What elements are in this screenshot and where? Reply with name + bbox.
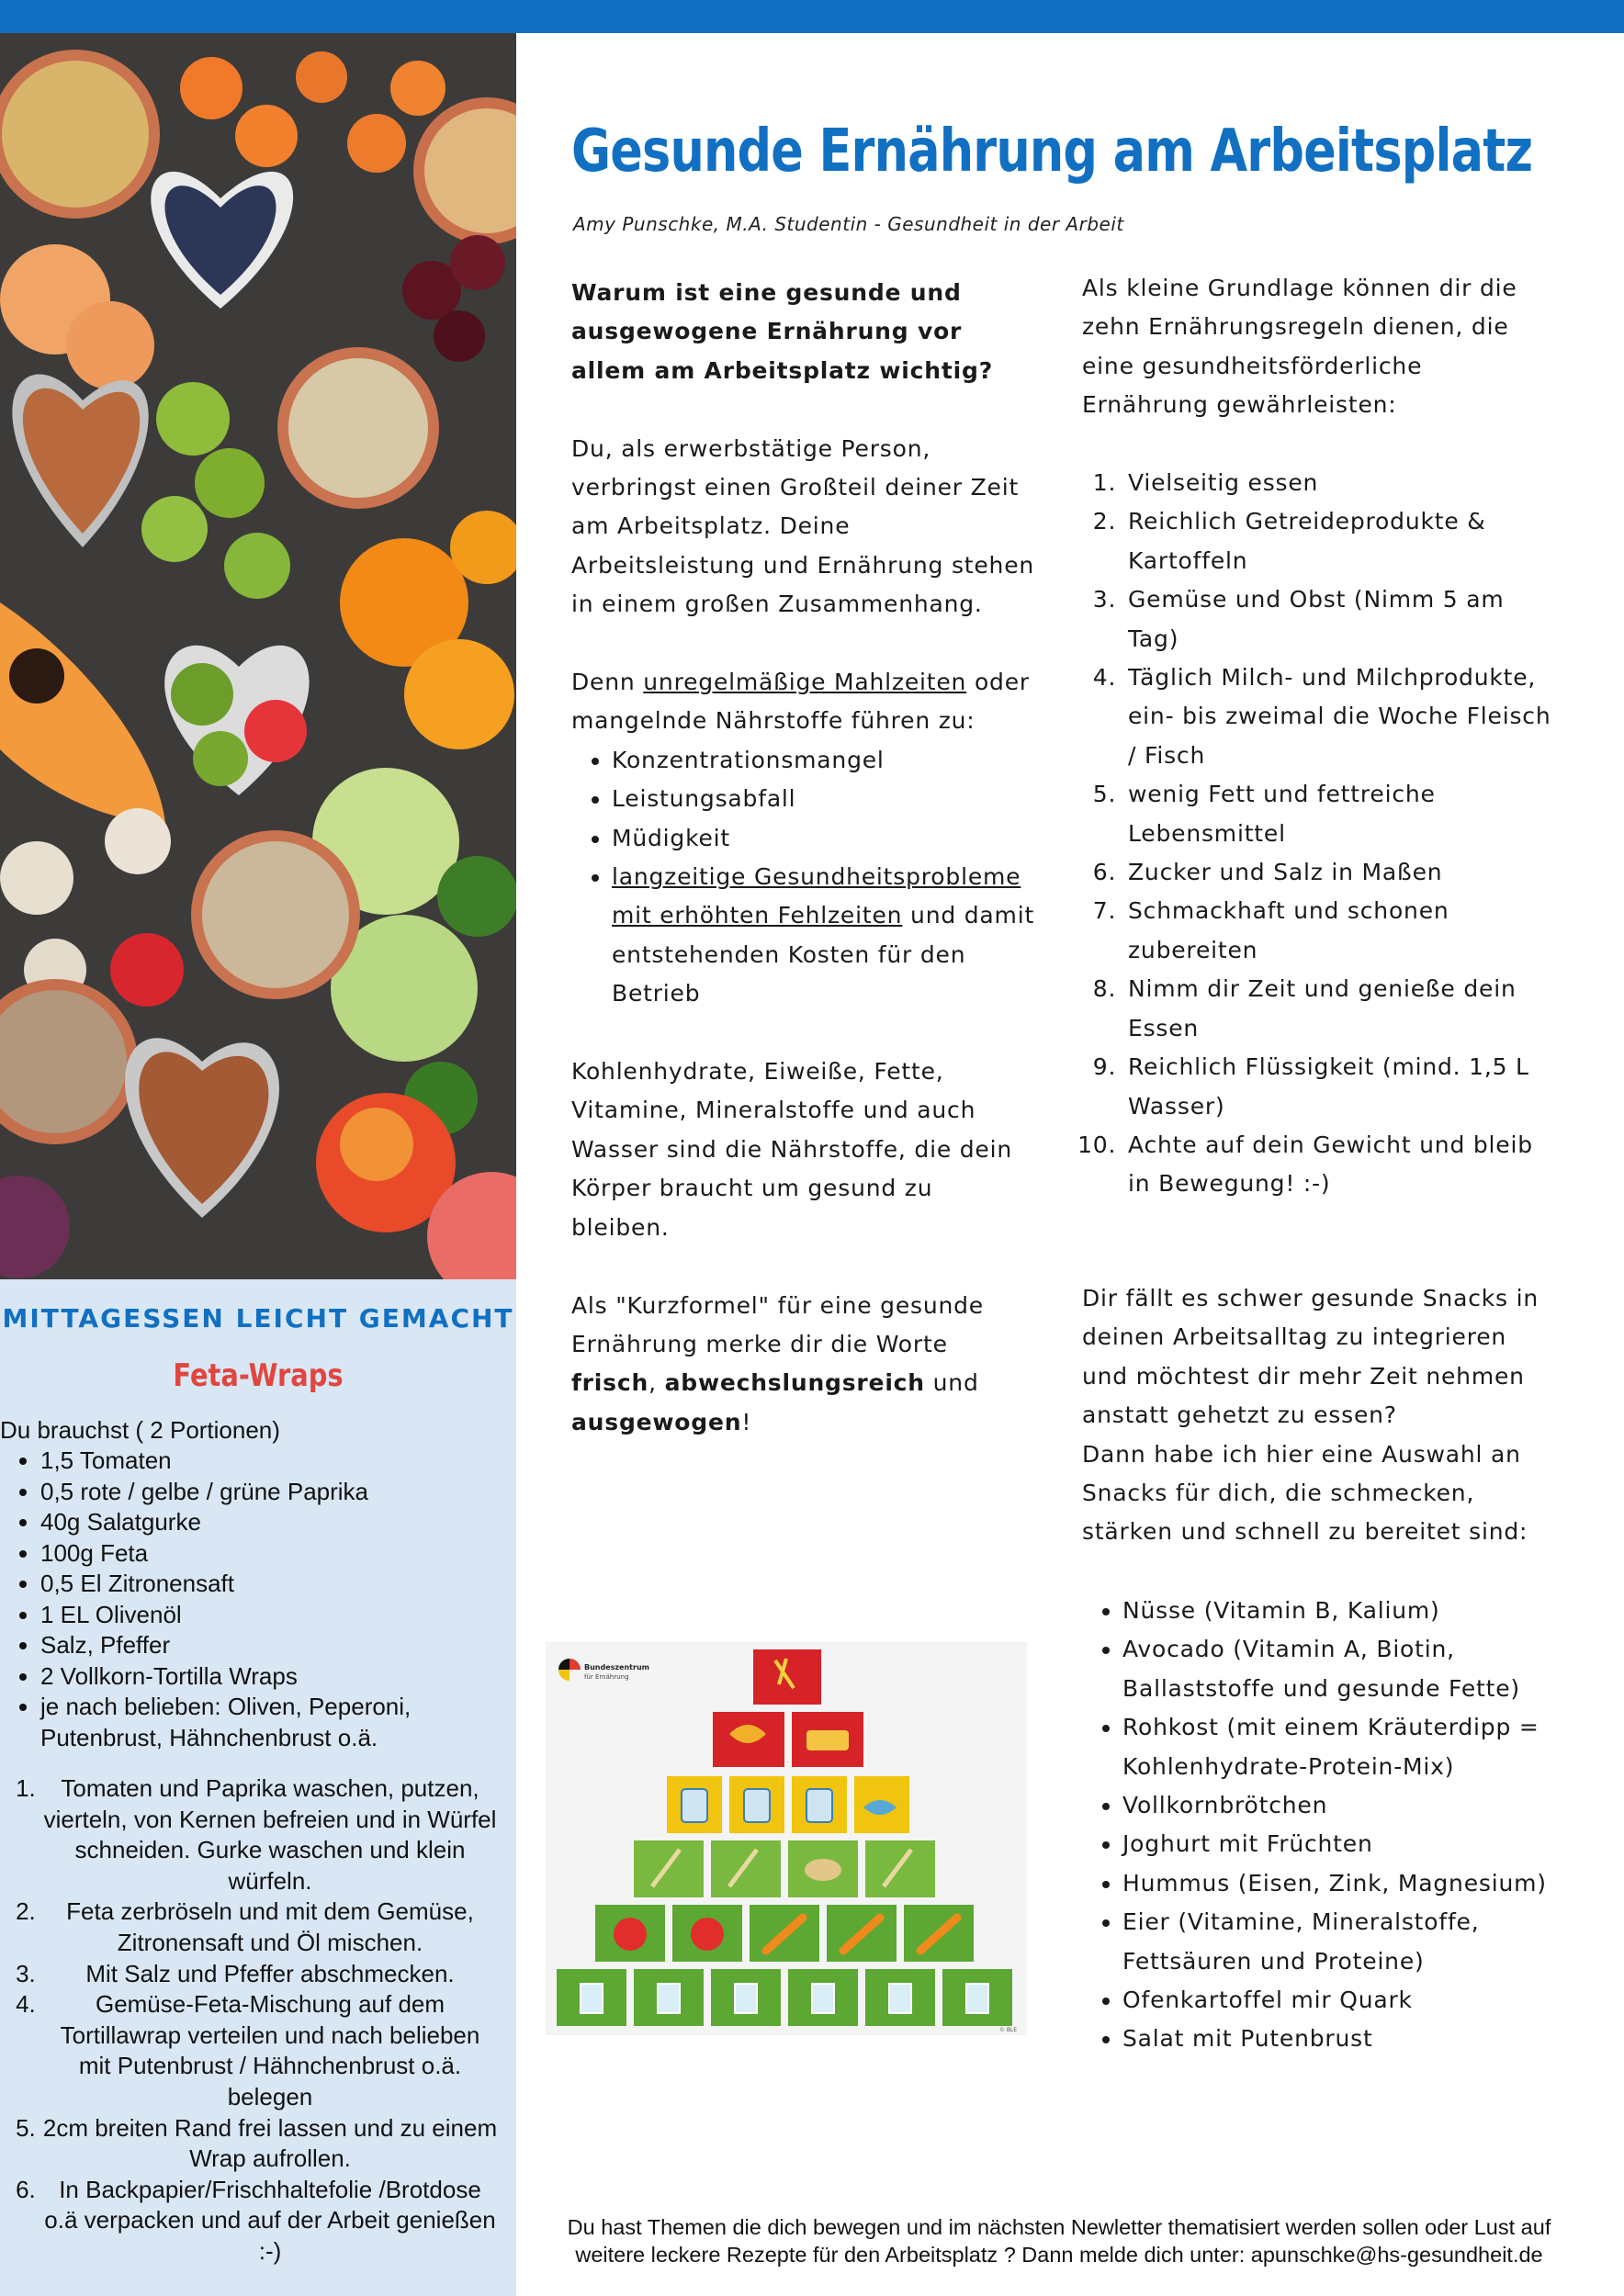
recipe-step: 3. Mit Salz und Pfeffer abschmecken. — [42, 1959, 516, 1990]
ingredient-item: • 100g Feta — [40, 1538, 516, 1570]
rules-column — [1082, 269, 1554, 1204]
consequence-item: • Konzentrationsmangel — [612, 741, 1038, 780]
ingredient-item: • 1,5 Tomaten — [40, 1446, 516, 1477]
snack-item: • Eier (Vitamine, Mineralstoffe, Fettsäuren und Proteine) — [1122, 1903, 1554, 1981]
intro-paragraph-4: Als "Kurzformel" für eine gesunde Ernährung merke dir die Worte frisch, abwechslungsreich und ausgewogen! — [571, 1291, 984, 1435]
rule-item: 6. Zucker und Salz in Maßen — [1124, 853, 1554, 892]
recipe-step: 5. 2cm breiten Rand frei lassen und zu einem Wrap aufrollen. — [42, 2113, 516, 2175]
intro-column — [571, 274, 1038, 1442]
rule-item: 7. Schmackhaft und schonen zubereiten — [1124, 892, 1554, 970]
rule-item: 3. Gemüse und Obst (Nimm 5 am Tag) — [1124, 580, 1554, 658]
footer-note: Du hast Themen die dich bewegen und im nächsten Newletter thematisiert werden sollen oder Lust auf weitere leckere Rezepte für den Arbeitsplatz ? Dann melde dich unter: apunschke@hs-gesundheit.de — [567, 2215, 1551, 2267]
ingredient-item: • je nach belieben: Oliven, Peperoni, Putenbrust, Hähnchenbrust o.ä. — [40, 1692, 516, 1753]
author-line: Amy Punschke, M.A. Studentin - Gesundheit in der Arbeit — [573, 213, 1124, 235]
ingredient-item: • 1 EL Olivenöl — [40, 1600, 516, 1631]
ingredient-item: • 0,5 El Zitronensaft — [40, 1569, 516, 1600]
consequence-list — [571, 741, 1038, 1014]
snacks-intro-block — [1082, 1279, 1554, 1552]
consequence-item: • Müdigkeit — [612, 819, 1038, 858]
rule-item: 1. Vielseitig essen — [1124, 464, 1554, 502]
intro-paragraph-3: Kohlenhydrate, Eiweiße, Fette, Vitamine, Mineralstoffe und auch Wasser sind die Nährstoffe, die dein Körper braucht um gesund zu bleiben. — [571, 1058, 1012, 1241]
ingredient-item: • Salz, Pfeffer — [40, 1630, 516, 1661]
snacks-block — [1082, 1592, 1554, 2059]
food-pyramid-image — [546, 1642, 1027, 2035]
consequence-item: • langzeitige Gesundheitsprobleme mit erhöhten Fehlzeiten und damit entstehenden Kosten für den Betrieb — [612, 858, 1038, 1014]
top-accent-bar — [0, 0, 1624, 33]
snack-item: • Avocado (Vitamin A, Biotin, Ballaststoffe und gesunde Fette) — [1122, 1630, 1554, 1708]
recipe-step: 2. Feta zerbröseln und mit dem Gemüse, Zitronensaft und Öl mischen. — [42, 1896, 516, 1958]
recipe-panel — [0, 1279, 516, 2296]
logo-line-2: für Ernährung — [584, 1673, 629, 1681]
logo-line-1: Bundeszentrum — [584, 1663, 649, 1671]
ingredient-item: • 0,5 rote / gelbe / grüne Paprika — [40, 1477, 516, 1508]
rule-item: 4. Täglich Milch- und Milchprodukte, ein- bis zweimal die Woche Fleisch / Fisch — [1124, 658, 1554, 775]
intro-paragraph-1: Du, als erwerbstätige Person, verbringst einen Großteil deiner Zeit am Arbeitsplatz. Deine Arbeitsleistung und Ernährung stehen in einem großen Zusammenhang. — [571, 434, 1035, 618]
rule-item: 2. Reichlich Getreideprodukte & Kartoffeln — [1124, 502, 1554, 580]
recipe-title: Feta-Wraps — [173, 1357, 344, 1394]
snack-item: • Vollkornbrötchen — [1122, 1786, 1554, 1825]
snack-item: • Nüsse (Vitamin B, Kalium) — [1122, 1592, 1554, 1630]
recipe-kicker: MITTAGESSEN LEICHT GEMACHT — [2, 1303, 514, 1334]
nutrition-rules-list — [1082, 464, 1554, 1204]
intro-paragraph-2: Denn unregelmäßige Mahlzeiten oder mangelnde Nährstoffe führen zu: — [571, 669, 1030, 735]
recipe-step: 1. Tomaten und Paprika waschen, putzen, vierteln, von Kernen befreien und in Würfel schneiden. Gurke waschen und klein würfeln. — [42, 1773, 516, 1896]
snack-item: • Salat mit Putenbrust — [1122, 2020, 1554, 2058]
snack-item: • Hummus (Eisen, Zink, Magnesium) — [1122, 1864, 1554, 1903]
snack-item: • Rohkost (mit einem Kräuterdipp = Kohlenhydrate-Protein-Mix) — [1122, 1708, 1554, 1786]
rules-intro: Als kleine Grundlage können dir die zehn Ernährungsregeln dienen, die eine gesundheitsförderliche Ernährung gewährleisten: — [1082, 275, 1517, 419]
rule-item: 8. Nimm dir Zeit und genieße dein Essen — [1124, 970, 1554, 1048]
snack-item: • Joghurt mit Früchten — [1122, 1825, 1554, 1863]
rule-item: 5. wenig Fett und fettreiche Lebensmittel — [1124, 775, 1554, 853]
snacks-intro-2: Dann habe ich hier eine Auswahl an Snacks für dich, die schmecken, stärken und schnell zu bereitet sind: — [1082, 1440, 1528, 1546]
recipe-step: 6. In Backpapier/Frischhaltefolie /Brotdose o.ä verpacken und auf der Arbeit genießen :-) — [42, 2175, 516, 2268]
consequence-item: • Leistungsabfall — [612, 780, 1038, 818]
recipe-steps — [0, 1773, 516, 2268]
rule-item: 9. Reichlich Flüssigkeit (mind. 1,5 L Wasser) — [1124, 1048, 1554, 1126]
snacks-intro: Dir fällt es schwer gesunde Snacks in deinen Arbeitsalltag zu integrieren und möchtest dir mehr Zeit nehmen anstatt gehetzt zu essen? — [1082, 1285, 1539, 1429]
ingredient-item: • 40g Salatgurke — [40, 1507, 516, 1538]
recipe-step: 4. Gemüse-Feta-Mischung auf dem Tortillawrap verteilen und nach belieben mit Putenbrust / Hähnchenbrust o.ä. belegen — [42, 1989, 516, 2112]
snack-list — [1082, 1592, 1554, 2059]
page-title: Gesunde Ernährung am Arbeitsplatz — [571, 118, 1533, 186]
healthy-food-photo — [0, 33, 516, 1279]
ingredient-list — [0, 1446, 516, 1753]
snack-item: • Ofenkartoffel mir Quark — [1122, 1981, 1554, 2020]
intro-question: Warum ist eine gesunde und ausgewogene Ernährung vor allem am Arbeitsplatz wichtig? — [571, 279, 994, 384]
recipe-portions: Du brauchst ( 2 Portionen) — [0, 1416, 280, 1444]
rule-item: 10. Achte auf dein Gewicht und bleib in Bewegung! :-) — [1124, 1126, 1554, 1204]
ingredient-item: • 2 Vollkorn-Tortilla Wraps — [40, 1661, 516, 1693]
pyramid-copyright: © BLE — [999, 2027, 1018, 2033]
